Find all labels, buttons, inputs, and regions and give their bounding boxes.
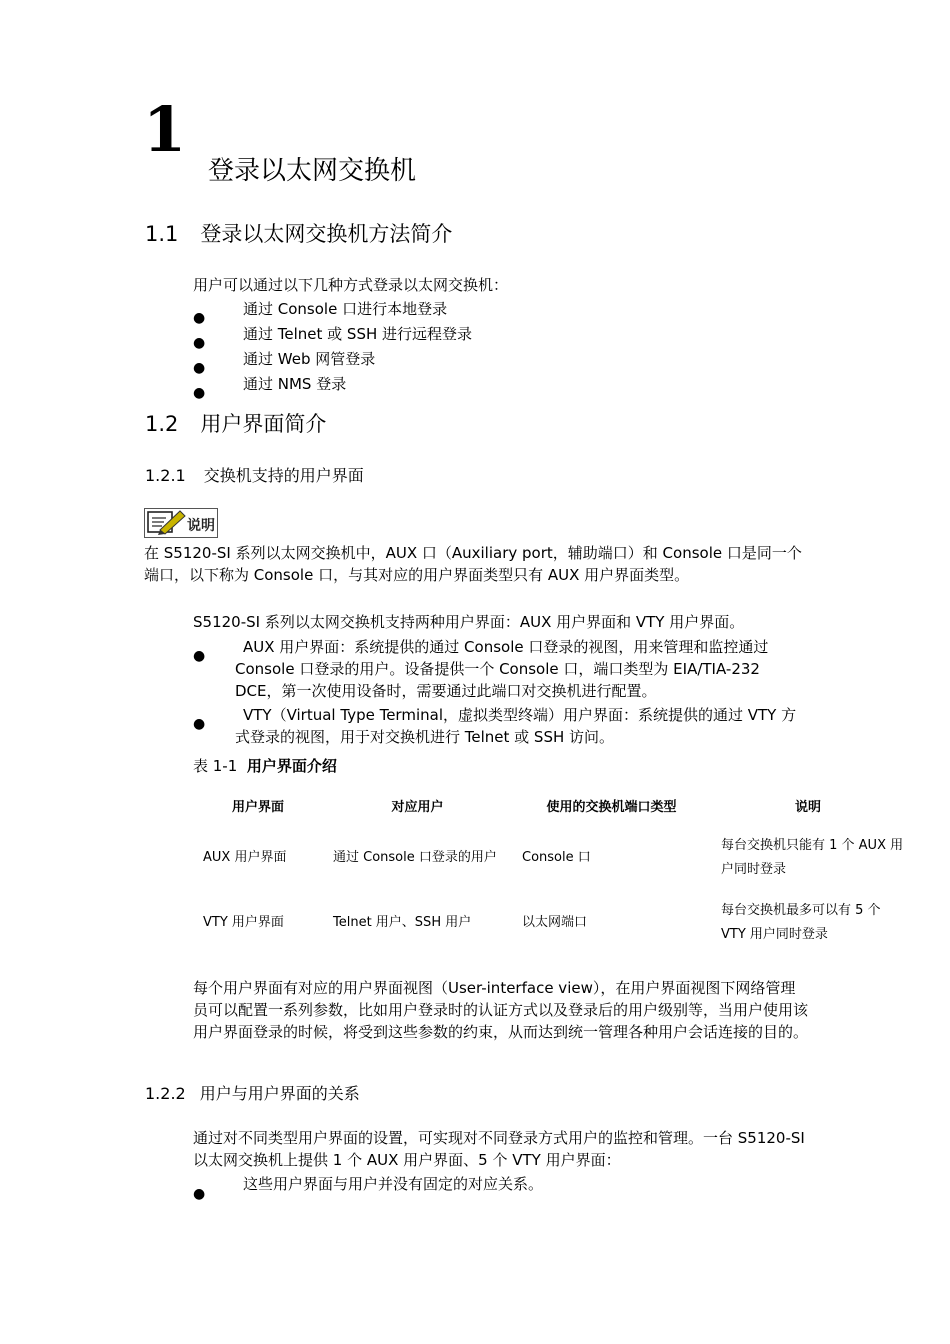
table-cell: 以太网端口: [522, 915, 588, 930]
after-table-paragraph: 每个用户界面有对应的用户界面视图（User-interface view），在用户界面视图下网络管理员可以配置一系列参数，比如用户登录时的认证方式以及登录后的用户级别等，当用户使用该用户界面登录的时候，将受到这些参数的约束，从而达到统一管理各种用户会话连接的目的。: [193, 979, 809, 1041]
bullet-icon: ●: [193, 648, 206, 664]
column-header: 用户界面: [231, 799, 284, 815]
bullet-icon: ●: [193, 335, 206, 351]
user-interface-table: [193, 786, 905, 954]
list-item: 这些用户界面与用户并没有固定的对应关系。: [243, 1175, 544, 1193]
column-header: 对应用户: [391, 799, 444, 815]
section-1-2-1-heading: [145, 464, 364, 488]
table-caption: [193, 755, 337, 777]
list-item: 通过 Web 网管登录: [243, 350, 376, 368]
section-1-2-heading: [145, 409, 326, 439]
table-caption-title: 用户界面介绍: [246, 757, 337, 775]
table-cell: 通过 Console 口登录的用户: [333, 850, 497, 865]
table-cell: Console 口: [522, 850, 591, 865]
list-item: 通过 Telnet 或 SSH 进行远程登录: [243, 325, 473, 343]
section-1-1-intro: 用户可以通过以下几种方式登录以太网交换机：: [193, 276, 509, 294]
bullet-icon: ●: [193, 360, 206, 376]
column-header: 使用的交换机端口类型: [546, 799, 677, 815]
bullet-icon: ●: [193, 716, 206, 732]
note-label: 说明: [187, 518, 215, 534]
section-title: 用户界面简介: [200, 412, 327, 436]
list-item: 通过 Console 口进行本地登录: [243, 300, 448, 318]
table-row: [193, 892, 905, 954]
note-icon: [144, 508, 218, 538]
section-title: 交换机支持的用户界面: [203, 466, 364, 485]
section-1-2-2-heading: [145, 1082, 360, 1106]
column-header: 说明: [794, 799, 821, 815]
section-number: 1.2.2: [145, 1084, 186, 1103]
section-number: 1.2: [145, 412, 179, 436]
chapter-title: 登录以太网交换机: [208, 156, 417, 186]
list-item: VTY（Virtual Type Terminal，虚拟类型终端）用户界面：系统提供的通过 VTY 方式登录的视图，用于对交换机进行 Telnet 或 SSH 访问。: [235, 706, 797, 746]
table-cell: VTY 用户界面: [203, 915, 284, 930]
bullet-icon: ●: [193, 1186, 206, 1202]
table-cell: 每台交换机只能有 1 个 AUX 用户同时登录: [721, 838, 904, 877]
section-number: 1.1: [145, 222, 179, 246]
section-title: 登录以太网交换机方法简介: [200, 222, 453, 246]
list-item: 通过 NMS 登录: [243, 375, 347, 393]
bullet-icon: ●: [193, 385, 206, 401]
table-cell: 每台交换机最多可以有 5 个 VTY 用户同时登录: [721, 903, 881, 942]
list-item: AUX 用户界面：系统提供的通过 Console 口登录的视图，用来管理和监控通过 Console 口登录的用户。设备提供一个 Console 口，端口类型为 EIA/TIA-232 DCE，第一次使用设备时，需要通过此端口对交换机进行配置。: [235, 638, 769, 700]
table-cell: Telnet 用户、SSH 用户: [333, 915, 472, 930]
section-1-2-1-intro: S5120-SI 系列以太网交换机支持两种用户界面：AUX 用户界面和 VTY 用户界面。: [193, 613, 745, 631]
section-1-1-heading: [145, 219, 452, 249]
table-row: [193, 824, 905, 892]
table-cell: AUX 用户界面: [203, 850, 287, 865]
table-caption-prefix: 表 1-1: [193, 757, 238, 775]
chapter-number: 1: [143, 93, 187, 166]
note-text: 在 S5120-SI 系列以太网交换机中，AUX 口（Auxiliary port，辅助端口）和 Console 口是同一个端口，以下称为 Console 口，与其对应的用户界面类型只有 AUX 用户界面类型。: [144, 544, 802, 584]
bullet-icon: ●: [193, 310, 206, 326]
table-header-row: [193, 786, 905, 824]
section-1-2-2-intro: 通过对不同类型用户界面的设置，可实现对不同登录方式用户的监控和管理。一台 S5120-SI 以太网交换机上提供 1 个 AUX 用户界面、5 个 VTY 用户界面：: [193, 1129, 805, 1169]
section-number: 1.2.1: [145, 466, 186, 485]
section-title: 用户与用户界面的关系: [199, 1084, 360, 1103]
